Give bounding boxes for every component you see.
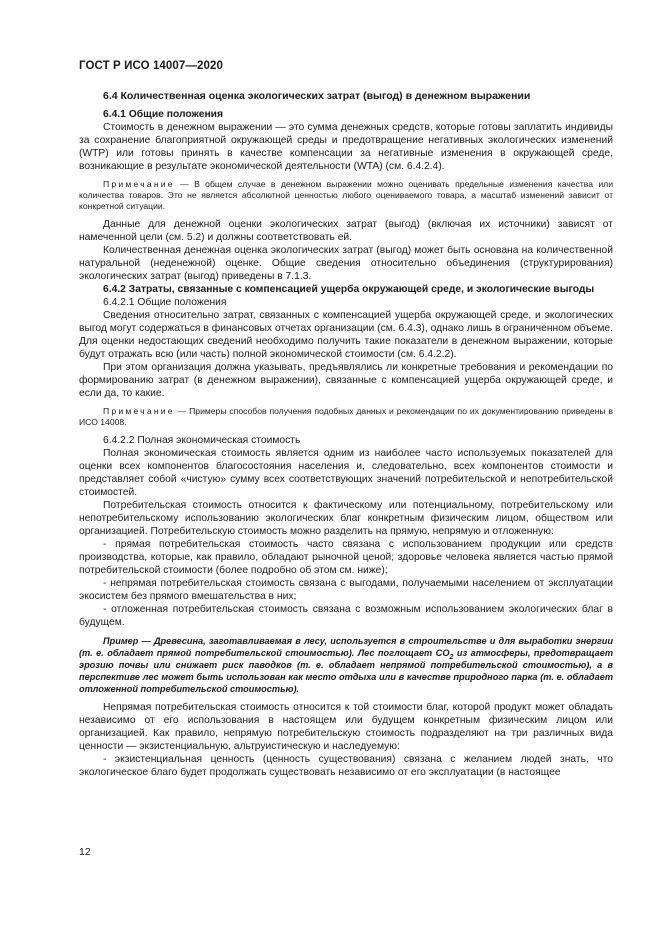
- note: [79, 406, 613, 428]
- note-text: — В общем случае в денежном выражении можно оценивать предельные изменения качества или количества товаров. Это не является абсолютной ценностью любого оцениваемого товара, а масштаб изменений зависит от конкретной ситуации.: [79, 179, 613, 211]
- paragraph: Стоимость в денежном выражении — это сумма денежных средств, которые готовы заплатить индивиды за сохранение благоприятной окружающей среды и предотвращение негативных экологических изменений (WTP) или готовы принять в качестве компенсации за негативные изменения в окружающей среде, возникающие в результате экономической деятельности (WTA) (см. 6.4.2.4).: [79, 122, 613, 172]
- paragraph: Данные для денежной оценки экологических затрат (выгод) (включая их источники) зависят от намеченной цели (см. 5.2) и должны соответствовать ей.: [79, 219, 613, 243]
- paragraph: При этом организация должна указывать, предъявлялись ли конкретные требования и рекомендации по формированию затрат (в денежном выражении), связанные с компенсацией ущерба окружающей среде, и если да, то какие.: [79, 362, 613, 399]
- list-item: - экзистенциальная ценность (ценность существования) связана с желанием людей знать, что экологическое благо будет продолжать существовать независимо от его эксплуатации (в настоящее: [79, 754, 613, 778]
- page-content: [79, 90, 613, 779]
- subsection-heading-6-4-2-2: 6.4.2.2 Полная экономическая стоимость: [103, 435, 301, 446]
- paragraph: Полная экономическая стоимость является одним из наиболее часто используемых показателей для оценки всех компонентов благосостояния населения и, следовательно, всех компонентов стоимости и представляет собой «чистую» сумму всех соответствующих значений потребительской и непотребительской стоимостей.: [79, 448, 613, 498]
- example-text: Пример — Древесина, заготавливаемая в лесу, используется в строительстве и для выработки энергии (т. е. обладает прямой потребительской стоимостью). Лес поглощает CO: [79, 636, 613, 658]
- paragraph: Сведения относительно затрат, связанных с компенсацией ущерба окружающей среде, и экологических выгод могут содержаться в финансовых отчетах организации (см. 6.4.3), однако лишь в ограниченном объеме. Для оценки недостающих сведений необходимо получить такие показатели в денежном выражении, которые будут отражать всю (или часть) полной экономической стоимости (см. 6.4.2.2).: [79, 310, 613, 360]
- page-number: 12: [79, 846, 91, 858]
- note-text: — Примеры способов получения подобных данных и рекомендации по их документированию приведены в ИСО 14008.: [79, 406, 613, 427]
- note-label: Примечание: [103, 406, 175, 416]
- subsection-heading-6-4-2-1: 6.4.2.1 Общие положения: [103, 297, 227, 308]
- paragraph: Потребительская стоимость относится к фактическому или потенциальному, потребительскому или непотребительскому использованию экологических благ конкретным физическим лицом, обществом или организацией. Потребительскую стоимость можно разделить на прямую, непрямую и отложенную:: [79, 500, 613, 537]
- list-item: - отложенная потребительская стоимость связана с возможным использованием экологических благ в будущем.: [79, 604, 613, 628]
- subsection-heading-6-4-1: 6.4.1 Общие положения: [103, 109, 223, 120]
- list-item: - прямая потребительская стоимость часто связана с использованием продукции или средств производства, которые, как правило, обладают рыночной ценой; здоровье человека является частью прямой потребительской стоимости (более подробно об этом см. ниже);: [79, 539, 613, 576]
- paragraph: Непрямая потребительская стоимость относится к той стоимости благ, которой продукт может обладать независимо от его использования в настоящем или будущем конкретным физическим лицом или организацией. Как правило, непрямую потребительскую стоимость подразделяют на три различных вида ценности — экзистенциальную, альтруистическую и наследуемую:: [79, 702, 613, 752]
- note: [79, 179, 613, 212]
- note-label: Примечание: [103, 179, 175, 189]
- paragraph: Количественная денежная оценка экологических затрат (выгод) может быть основана на количественной натуральной (неденежной) оценке. Общие сведения относительно объединения (структурирования) экологических затрат (выгод) приведены в 7.1.3.: [79, 245, 613, 282]
- document-code: ГОСТ Р ИСО 14007—2020: [79, 60, 224, 72]
- subscript: 2: [449, 653, 454, 661]
- example: [79, 635, 613, 695]
- subsection-heading-6-4-2: 6.4.2 Затраты, связанные с компенсацией ущерба окружающей среде, и экологические выгоды: [103, 284, 595, 295]
- example-text: из атмосферы, предотвращает эрозию почвы или снижает риск паводков (т. е. обладает непрямой потребительской стоимостью), а в перспективе лес может быть использован как место отдыха или в качестве природного парка (т. е. обладает отложенной потребительской стоимостью).: [79, 648, 613, 694]
- section-heading: 6.4 Количественная оценка экологических затрат (выгод) в денежном выражении: [103, 90, 531, 102]
- list-item: - непрямая потребительская стоимость связана с выгодами, получаемыми населением от эксплуатации экосистем без прямого вмешательства в них;: [79, 578, 613, 602]
